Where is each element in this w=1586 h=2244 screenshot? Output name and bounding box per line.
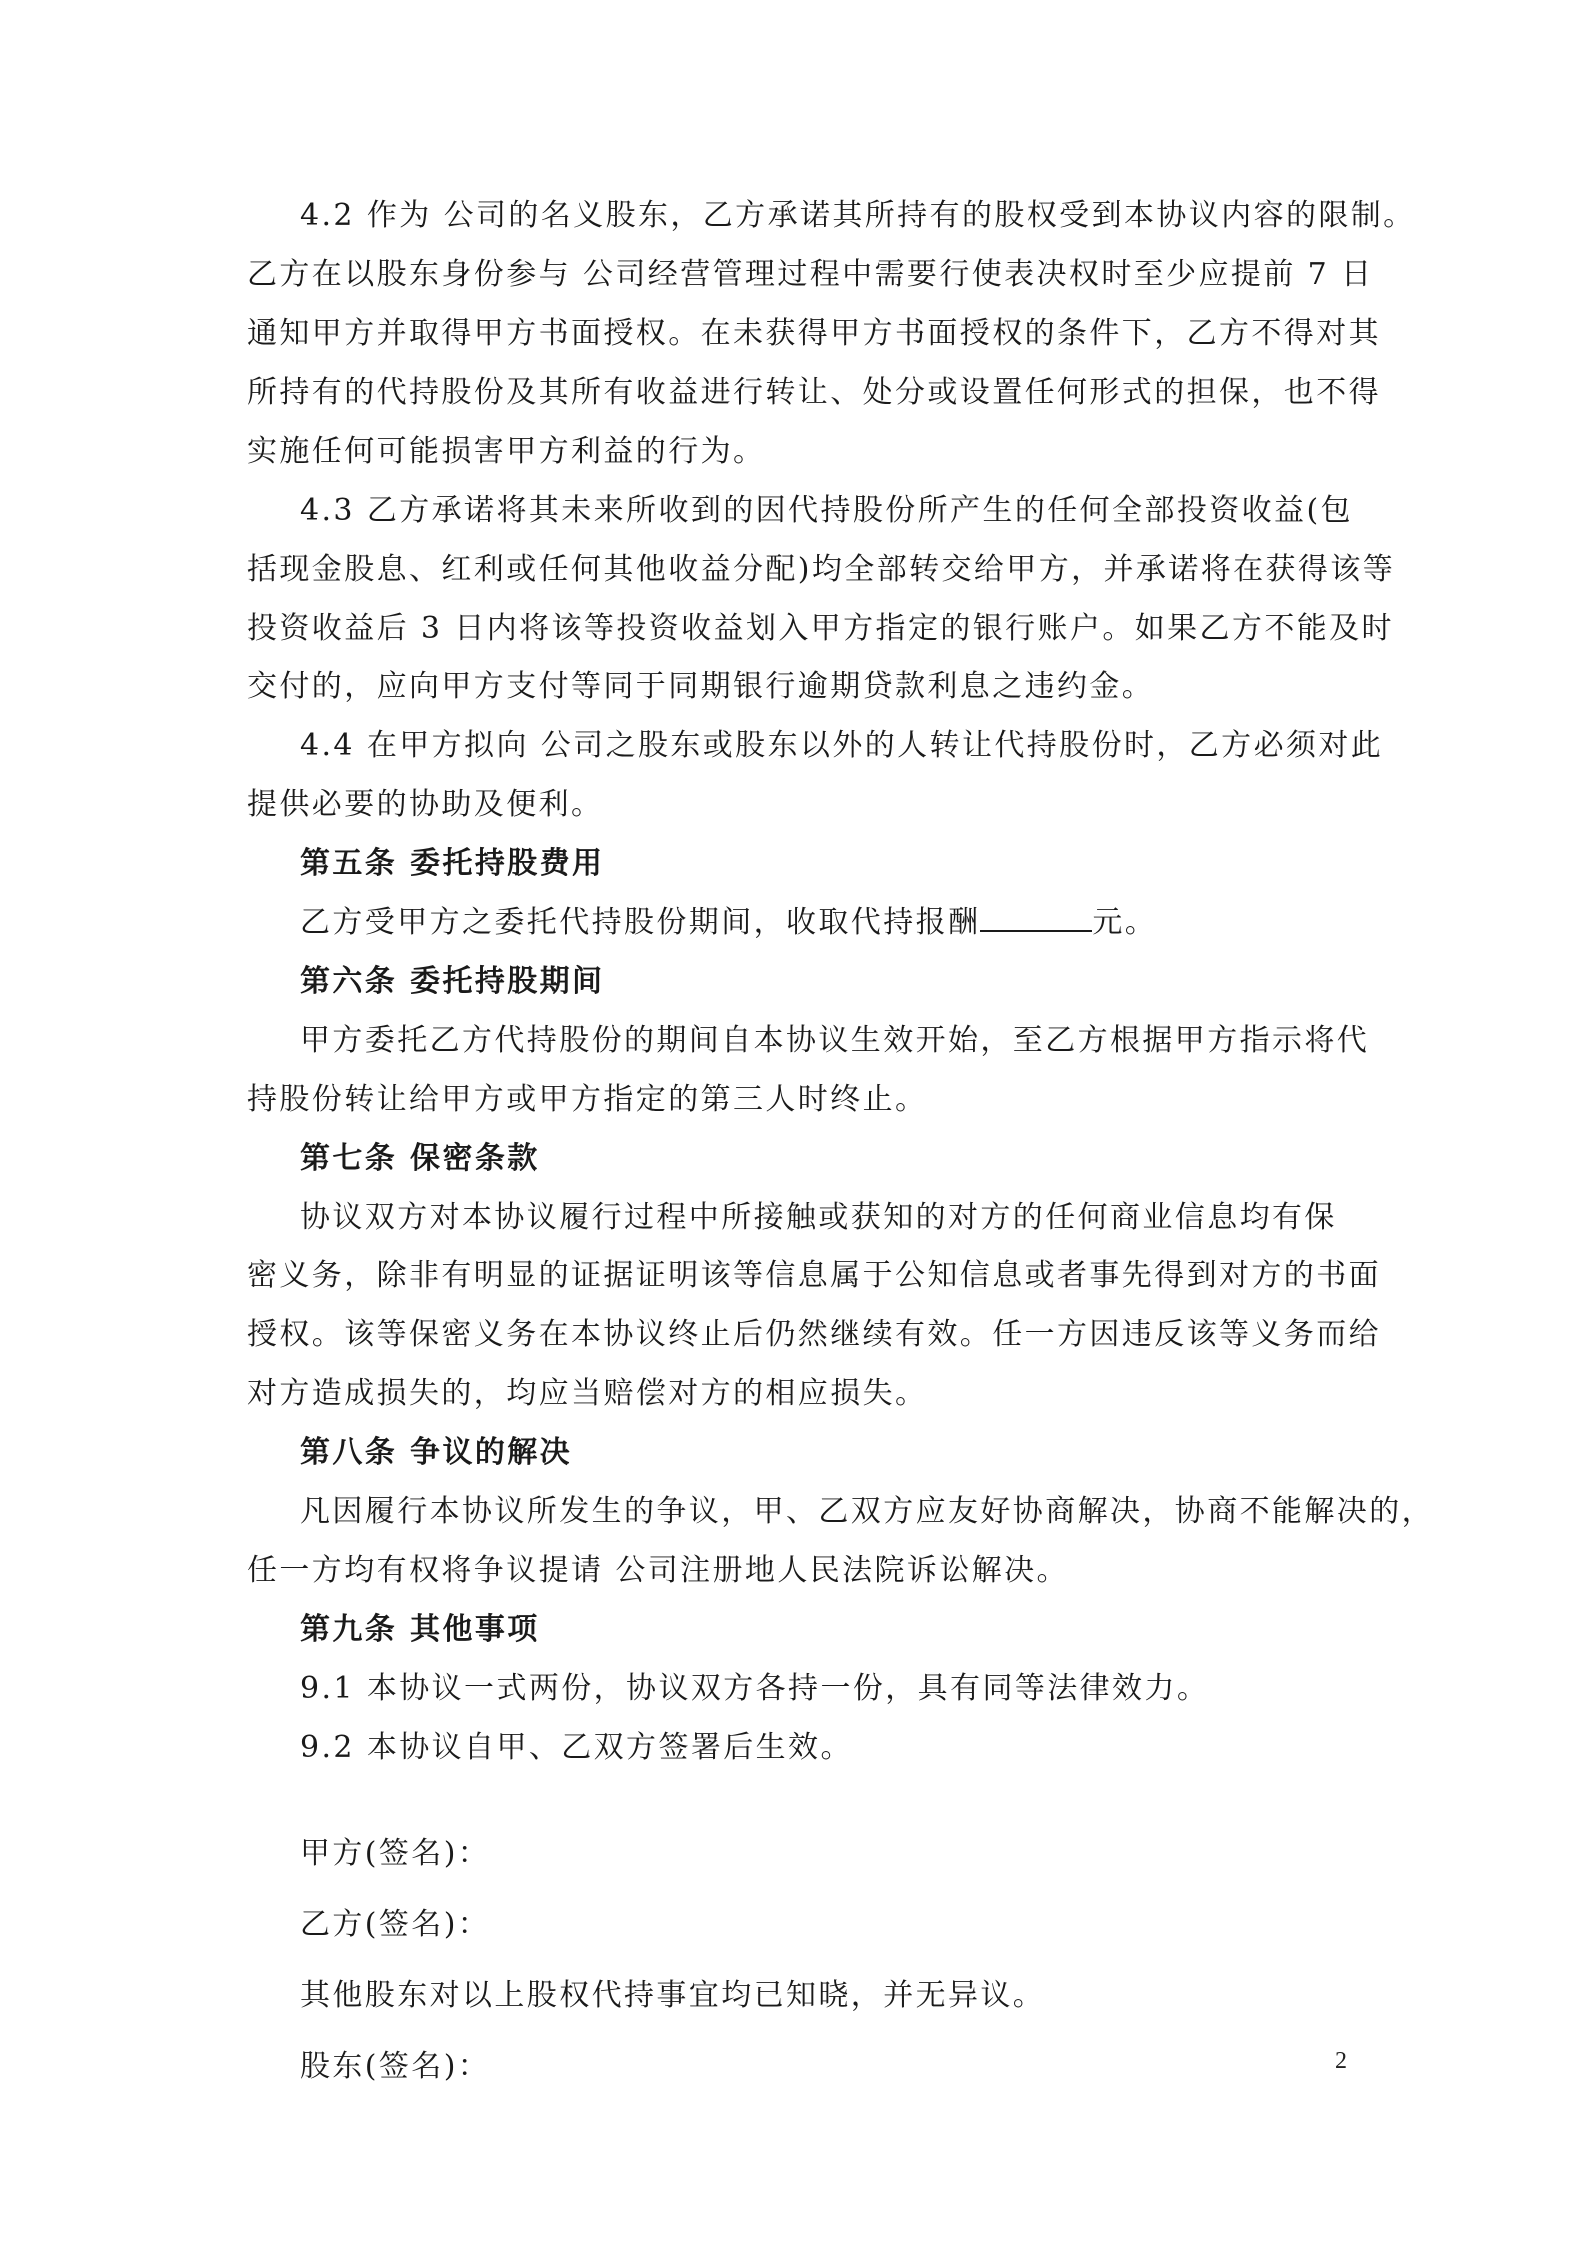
article-5-text-after: 元。 <box>1092 905 1158 940</box>
article-7-line-3: 授权。该等保密义务在本协议终止后仍然继续有效。任一方因违反该等义务而给 <box>247 1317 1381 1352</box>
article-6-line-1: 甲方委托乙方代持股份的期间自本协议生效开始，至乙方根据甲方指示将代 <box>300 1023 1370 1058</box>
article-7-line-1: 协议双方对本协议履行过程中所接触或获知的对方的任何商业信息均有保 <box>300 1200 1337 1235</box>
clause-4-3-line-2: 括现金股息、红利或任何其他收益分配)均全部转交给甲方，并承诺将在获得该等 <box>247 552 1396 587</box>
clause-4-3-line-4: 交付的，应向甲方支付等同于同期银行逾期贷款利息之违约金。 <box>247 669 1155 704</box>
clause-4-2-line-2: 乙方在以股东身份参与 公司经营管理过程中需要行使表决权时至少应提前 7 日 <box>247 257 1374 292</box>
clause-4-4-line-1: 4.4 在甲方拟向 公司之股东或股东以外的人转让代持股份时，乙方必须对此 <box>300 728 1384 763</box>
clause-4-2-line-3: 通知甲方并取得甲方书面授权。在未获得甲方书面授权的条件下，乙方不得对其 <box>247 316 1381 351</box>
article-8-line-1: 凡因履行本协议所发生的争议，甲、乙双方应友好协商解决，协商不能解决的， <box>300 1494 1434 1529</box>
clause-4-4-line-2: 提供必要的协助及便利。 <box>247 787 604 822</box>
article-9-2: 9.2 本协议自甲、乙双方签署后生效。 <box>300 1730 853 1765</box>
article-7-line-2: 密义务，除非有明显的证据证明该等信息属于公知信息或者事先得到对方的书面 <box>247 1258 1381 1293</box>
fee-blank-line <box>980 904 1092 932</box>
clause-4-2-line-1: 4.2 作为 公司的名义股东，乙方承诺其所持有的股权受到本协议内容的限制。 <box>300 198 1416 233</box>
article-7-line-4: 对方造成损失的，均应当赔偿对方的相应损失。 <box>247 1376 928 1411</box>
article-8-title: 第八条 争议的解决 <box>300 1435 573 1470</box>
article-8-line-2: 任一方均有权将争议提请 公司注册地人民法院诉讼解决。 <box>247 1553 1069 1588</box>
clause-4-3-line-1: 4.3 乙方承诺将其未来所收到的因代持股份所产生的任何全部投资收益(包 <box>300 493 1353 528</box>
clause-4-2-line-5: 实施任何可能损害甲方利益的行为。 <box>247 434 766 469</box>
article-9-1: 9.1 本协议一式两份，协议双方各持一份，具有同等法律效力。 <box>300 1671 1210 1706</box>
article-9-title: 第九条 其他事项 <box>300 1612 540 1647</box>
article-5-text-before: 乙方受甲方之委托代持股份期间，收取代持报酬 <box>300 905 981 940</box>
article-7-title: 第七条 保密条款 <box>300 1141 540 1176</box>
page-number: 2 <box>1335 2048 1347 2074</box>
clause-4-3-line-3: 投资收益后 3 日内将该等投资收益划入甲方指定的银行账户。如果乙方不能及时 <box>247 611 1394 646</box>
article-6-title: 第六条 委托持股期间 <box>300 964 605 999</box>
shareholder-signature-label: 股东(签名)： <box>300 2049 491 2084</box>
article-6-line-2: 持股份转让给甲方或甲方指定的第三人时终止。 <box>247 1082 928 1117</box>
party-a-signature-label: 甲方(签名)： <box>300 1836 491 1871</box>
article-5-text <box>300 903 1420 943</box>
article-5-title: 第五条 委托持股费用 <box>300 846 605 881</box>
clause-4-2-line-4: 所持有的代持股份及其所有收益进行转让、处分或设置任何形式的担保，也不得 <box>247 375 1381 410</box>
party-b-signature-label: 乙方(签名)： <box>300 1907 491 1942</box>
shareholders-acknowledgement: 其他股东对以上股权代持事宜均已知晓，并无异议。 <box>300 1978 1046 2013</box>
